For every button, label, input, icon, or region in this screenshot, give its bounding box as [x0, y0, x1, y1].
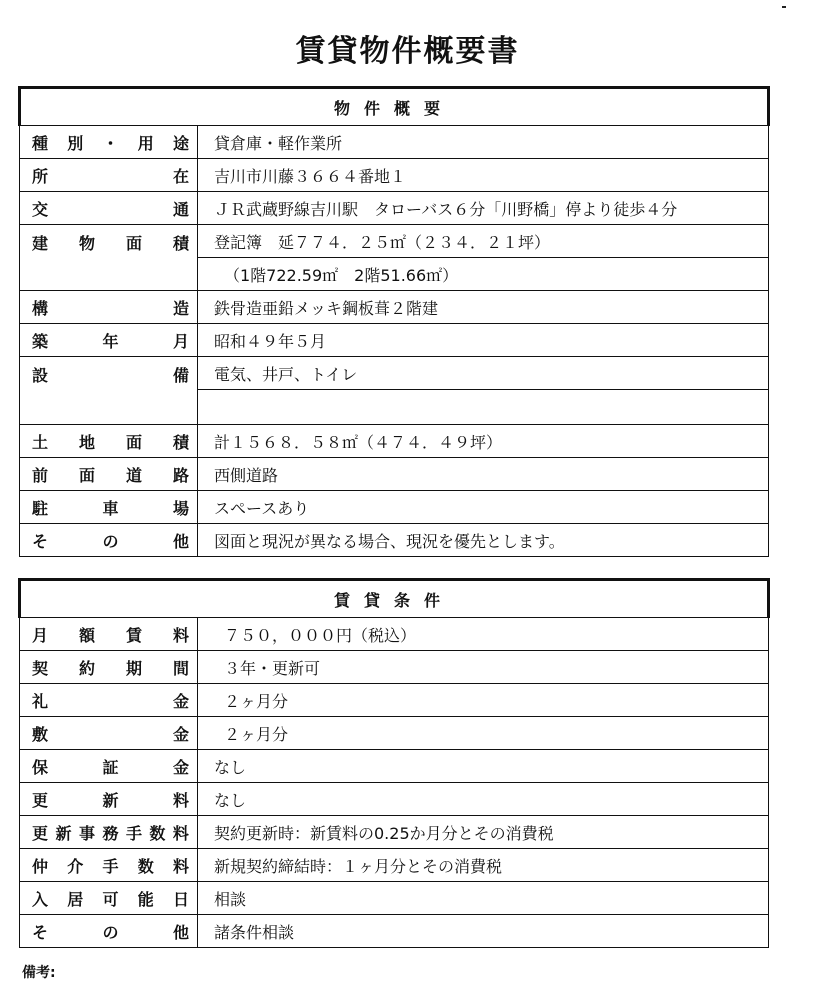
row-label-text: 仲 介 手 数 料: [32, 856, 189, 876]
row-label-text: 敷 金: [32, 724, 189, 744]
row-label-text: 構 造: [32, 298, 189, 318]
table-row: [20, 717, 769, 750]
row-label: [20, 425, 198, 458]
row-label: [20, 491, 198, 524]
table-row: [20, 425, 769, 458]
overview-header-row: [20, 88, 769, 126]
row-label-text: 駐 車 場: [32, 498, 189, 518]
row-label: [20, 225, 198, 291]
row-value: 登記簿 延７７４．２５㎡（２３４．２１坪）: [198, 225, 769, 258]
row-value: 貸倉庫・軽作業所: [198, 126, 769, 159]
row-label: [20, 192, 198, 225]
table-row: [20, 491, 769, 524]
remarks-label: 備考:: [22, 965, 56, 981]
row-value: ３年・更新可: [198, 651, 769, 684]
row-label-text: 設 備: [32, 366, 189, 385]
row-value: 吉川市川藤３６６４番地１: [198, 159, 769, 192]
table-row: [20, 816, 769, 849]
row-value: なし: [198, 783, 769, 816]
row-label: [20, 882, 198, 915]
row-label-text: 所 在: [32, 166, 189, 186]
row-value: ２ヶ月分: [198, 684, 769, 717]
table-row: [20, 684, 769, 717]
row-value: ２ヶ月分: [198, 717, 769, 750]
row-value: 西側道路: [198, 458, 769, 491]
row-label-text: 築 年 月: [32, 331, 189, 351]
row-label-text: 土 地 面 積: [32, 432, 189, 452]
table-row: [20, 357, 769, 390]
row-label-text: 更 新 事 務 手 数 料: [32, 823, 189, 843]
table-row: [20, 324, 769, 357]
row-value: ７５０，０００円（税込）: [198, 618, 769, 651]
row-label: [20, 324, 198, 357]
row-value-sub: （1階722.59㎡ 2階51.66㎡）: [198, 258, 769, 291]
row-label: [20, 618, 198, 651]
row-label: [20, 684, 198, 717]
table-row: [20, 618, 769, 651]
table-row: [20, 915, 769, 948]
row-value: スペースあり: [198, 491, 769, 524]
table-row: [20, 192, 769, 225]
table-row: [20, 651, 769, 684]
row-label: [20, 849, 198, 882]
row-value: 電気、井戸、トイレ: [198, 357, 769, 390]
table-row: [20, 159, 769, 192]
scan-mark: [782, 6, 786, 8]
table-row: [20, 882, 769, 915]
row-value: 昭和４９年５月: [198, 324, 769, 357]
row-label: [20, 458, 198, 491]
row-label-text: そ の 他: [32, 922, 189, 942]
row-label-text: 交 通: [32, 199, 189, 219]
row-value: 諸条件相談: [198, 915, 769, 948]
table-row: [20, 291, 769, 324]
row-value: 相談: [198, 882, 769, 915]
row-label-text: 更 新 料: [32, 790, 189, 810]
page-title: 賃貸物件概要書: [295, 34, 520, 69]
row-label: [20, 126, 198, 159]
row-label: [20, 783, 198, 816]
row-label: [20, 750, 198, 783]
terms-header: 賃貸条件: [20, 580, 769, 618]
row-label: [20, 717, 198, 750]
property-overview-table: [18, 86, 770, 557]
table-row: [20, 126, 769, 159]
row-label: [20, 357, 198, 425]
table-row: [20, 750, 769, 783]
row-label: [20, 291, 198, 324]
row-value: 契約更新時：新賃料の0.25か月分とその消費税: [198, 816, 769, 849]
row-label: [20, 816, 198, 849]
overview-header: 物件概要: [20, 88, 769, 126]
row-value: 計１５６８．５８㎡（４７４．４９坪）: [198, 425, 769, 458]
row-value: 新規契約締結時：１ヶ月分とその消費税: [198, 849, 769, 882]
row-label-text: 入 居 可 能 日: [32, 889, 189, 909]
table-row: [20, 458, 769, 491]
table-row: [20, 225, 769, 258]
row-value: 鉄骨造亜鉛メッキ鋼板葺２階建: [198, 291, 769, 324]
row-label-text: 契 約 期 間: [32, 658, 189, 678]
row-label-text: 建 物 面 積: [32, 234, 189, 253]
row-label: [20, 651, 198, 684]
row-label: [20, 524, 198, 557]
row-label: [20, 915, 198, 948]
row-label-text: 前 面 道 路: [32, 465, 189, 485]
table-row: [20, 783, 769, 816]
row-label-text: 礼 金: [32, 691, 189, 711]
row-value: なし: [198, 750, 769, 783]
row-label-text: 月 額 賃 料: [32, 625, 189, 645]
row-label-text: 保 証 金: [32, 757, 189, 777]
rental-terms-table: [18, 578, 770, 948]
row-label-text: 種 別 ・ 用 途: [32, 133, 189, 153]
row-value: 図面と現況が異なる場合、現況を優先とします。: [198, 524, 769, 557]
row-label: [20, 159, 198, 192]
terms-header-row: [20, 580, 769, 618]
row-value-sub: [198, 390, 769, 425]
table-row: [20, 524, 769, 557]
row-label-text: そ の 他: [32, 531, 189, 551]
table-row: [20, 849, 769, 882]
row-value: ＪＲ武蔵野線吉川駅 タローバス６分「川野橋」停より徒歩４分: [198, 192, 769, 225]
